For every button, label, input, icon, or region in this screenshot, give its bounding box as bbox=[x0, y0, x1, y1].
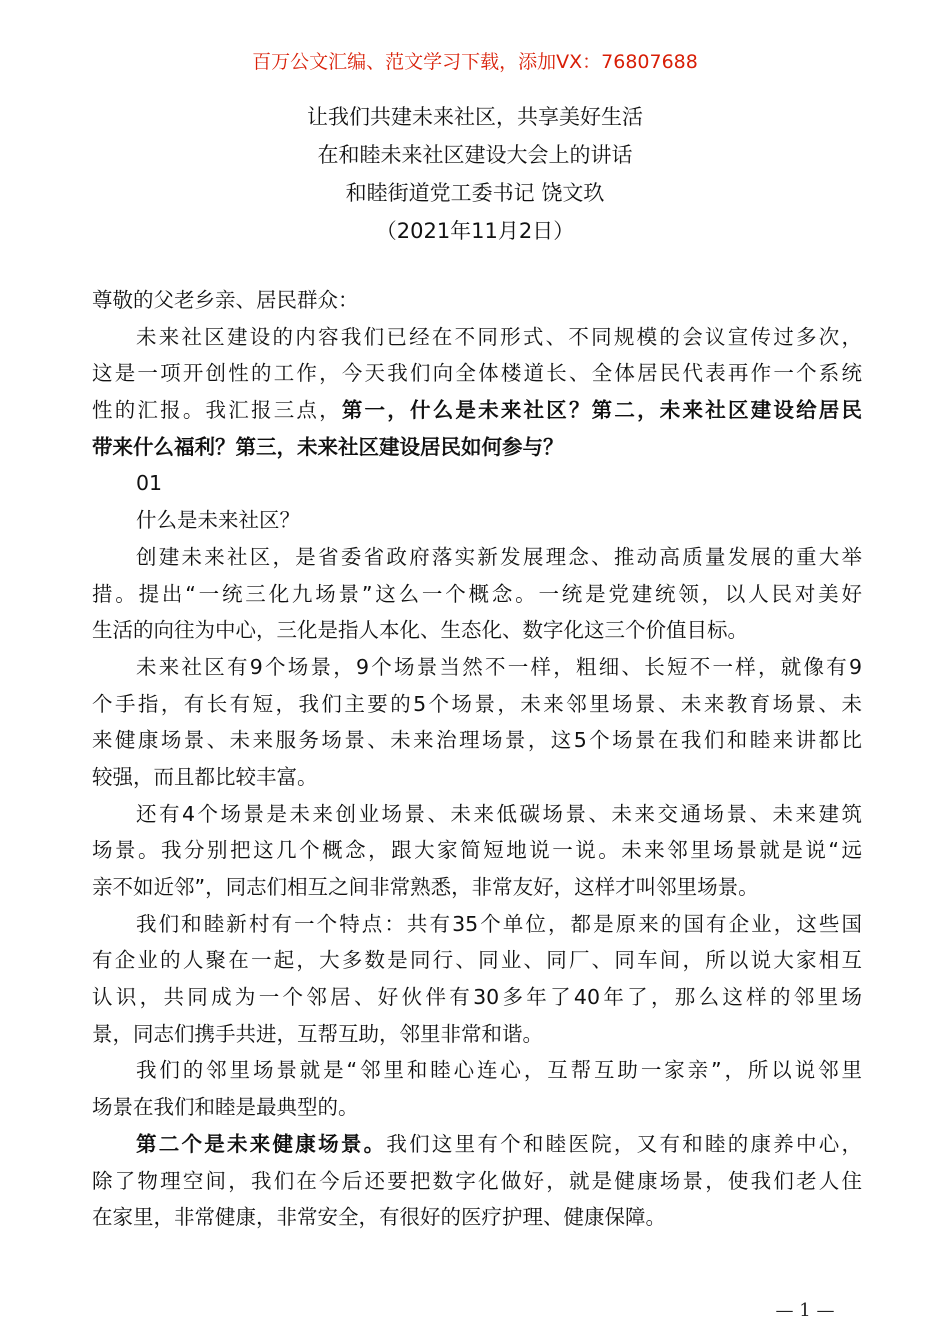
speaker-line: 和睦街道党工委书记 饶文玖 bbox=[345, 181, 605, 205]
date-line: （2021年11月2日） bbox=[375, 219, 575, 243]
document-subtitle: 在和睦未来社区建设大会上的讲话 bbox=[317, 143, 633, 167]
document-title-block bbox=[0, 98, 950, 250]
bold-emphasis: 第二个是未来健康场景。 bbox=[136, 1131, 387, 1156]
paragraph-text: 性的汇报。我汇报三点， bbox=[92, 398, 342, 423]
paragraph-line: 创建未来社区，是省委省政府落实新发展理念、推动高质量发展的重大举 bbox=[136, 544, 862, 569]
salutation: 尊敬的父老乡亲、居民群众： bbox=[92, 288, 359, 312]
page-number: — 1 — bbox=[775, 1300, 835, 1321]
paragraph-text: 我们这里有个和睦医院，又有和睦的康养中心， bbox=[386, 1131, 862, 1156]
paragraph-line: 场景在我们和睦是最典型的。 bbox=[92, 1095, 359, 1120]
paragraph-line: 除了物理空间，我们在今后还要把数字化做好，就是健康场景，使我们老人住 bbox=[92, 1168, 862, 1193]
watermark-banner: 百万公文汇编、范文学习下载，添加VX：76807688 bbox=[252, 51, 698, 73]
paragraph-line: 亲不如近邻”，同志们相互之间非常熟悉，非常友好，这样才叫邻里场景。 bbox=[92, 875, 759, 899]
paragraph-line: 措。提出“一统三化九场景”这么一个概念。一统是党建统领，以人民对美好 bbox=[92, 581, 862, 606]
paragraph-line bbox=[92, 1126, 862, 1163]
paragraph-line: 有企业的人聚在一起，大多数是同行、同业、同厂、同车间，所以说大家相互 bbox=[92, 948, 862, 973]
paragraph-line: 我们的邻里场景就是“邻里和睦心连心，互帮互助一家亲”，所以说邻里 bbox=[136, 1058, 862, 1083]
paragraph-line: 个手指，有长有短，我们主要的5个场景，未来邻里场景、未来教育场景、未 bbox=[92, 691, 862, 716]
paragraph-line: 景，同志们携手共进，互帮互助，邻里非常和谐。 bbox=[92, 1021, 543, 1046]
bold-emphasis: 第一，什么是未来社区？第二，未来社区建设给居民 bbox=[341, 398, 862, 423]
paragraph-line: 这是一项开创性的工作，今天我们向全体楼道长、全体居民代表再作一个系统 bbox=[92, 361, 862, 386]
section-title: 什么是未来社区？ bbox=[136, 508, 300, 533]
paragraph-line: 未来社区建设的内容我们已经在不同形式、不同规模的会议宣传过多次， bbox=[136, 324, 862, 349]
section-number: 01 bbox=[136, 471, 163, 496]
paragraph-line bbox=[92, 392, 862, 429]
paragraph-line: 场景。我分别把这几个概念，跟大家简短地说一说。未来邻里场景就是说“远 bbox=[92, 838, 862, 863]
paragraph-line: 生活的向往为中心，三化是指人本化、生态化、数字化这三个价值目标。 bbox=[92, 618, 748, 643]
document-body bbox=[92, 282, 862, 1236]
paragraph-line: 认识，共同成为一个邻居、好伙伴有30多年了40年了，那么这样的邻里场 bbox=[92, 985, 862, 1010]
paragraph-line: 较强，而且都比较丰富。 bbox=[92, 764, 318, 789]
paragraph-line: 来健康场景、未来服务场景、未来治理场景，这5个场景在我们和睦来讲都比 bbox=[92, 728, 862, 753]
paragraph-line: 还有4个场景是未来创业场景、未来低碳场景、未来交通场景、未来建筑 bbox=[136, 801, 862, 826]
paragraph-line: 未来社区有9个场景，9个场景当然不一样，粗细、长短不一样，就像有9 bbox=[136, 654, 862, 679]
paragraph-line: 在家里，非常健康，非常安全，有很好的医疗护理、健康保障。 bbox=[92, 1205, 666, 1230]
document-title: 让我们共建未来社区，共享美好生活 bbox=[307, 105, 643, 129]
paragraph-line: 我们和睦新村有一个特点：共有35个单位，都是原来的国有企业，这些国 bbox=[136, 911, 862, 936]
bold-emphasis: 带来什么福利？第三，未来社区建设居民如何参与？ bbox=[92, 434, 564, 459]
